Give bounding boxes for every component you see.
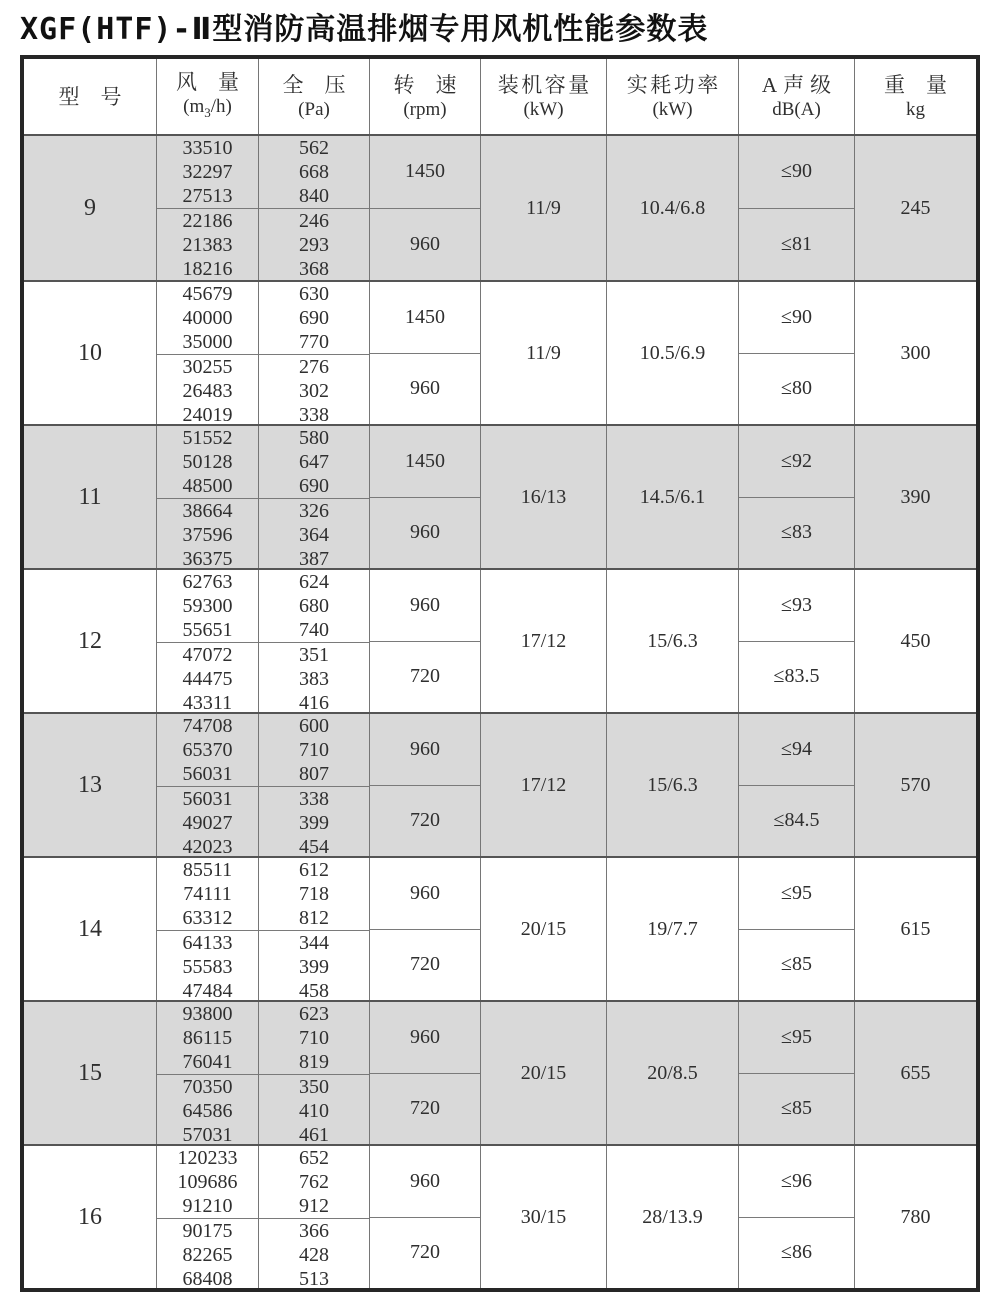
flow-value: 120233 <box>177 1147 238 1169</box>
model-block-13 <box>24 712 976 856</box>
pressure-group <box>259 1074 369 1147</box>
speed-column <box>369 858 480 1000</box>
flow-column <box>156 714 258 856</box>
flow-column <box>156 426 258 568</box>
model-block-11 <box>24 424 976 568</box>
power-cell: 19/7.7 <box>606 858 738 1000</box>
pressure-value: 668 <box>299 161 329 183</box>
pressure-column <box>258 1146 369 1288</box>
pressure-value: 718 <box>299 883 329 905</box>
pressure-value: 690 <box>299 475 329 497</box>
flow-group <box>157 208 258 281</box>
flow-group <box>157 714 258 786</box>
noise-cell: ≤95 <box>781 1025 812 1048</box>
pressure-value: 383 <box>299 668 329 690</box>
flow-value: 70350 <box>182 1076 233 1098</box>
header-label: A声级 <box>761 72 838 97</box>
pressure-value: 461 <box>299 1124 329 1146</box>
flow-group <box>157 1218 258 1291</box>
header-unit: (kW) <box>523 98 564 120</box>
weight-cell: 300 <box>854 282 976 424</box>
header-cell-model <box>24 59 156 134</box>
flow-value: 56031 <box>182 788 233 810</box>
speed-cell: 960 <box>410 593 440 616</box>
pressure-value: 690 <box>299 307 329 329</box>
pressure-value: 454 <box>299 836 329 858</box>
pressure-value: 302 <box>299 380 329 402</box>
model-cell: 13 <box>78 771 102 798</box>
flow-group <box>157 426 258 498</box>
flow-group <box>157 1074 258 1147</box>
pressure-value: 399 <box>299 812 329 834</box>
noise-column <box>738 858 854 1000</box>
flow-value: 76041 <box>182 1051 233 1073</box>
pressure-value: 246 <box>299 210 329 232</box>
model-cell: 10 <box>78 339 102 366</box>
header-cell-flow <box>156 59 258 134</box>
flow-column <box>156 136 258 280</box>
speed-column <box>369 570 480 712</box>
pressure-value: 612 <box>299 859 329 881</box>
flow-value: 32297 <box>182 161 233 183</box>
pressure-value: 338 <box>299 788 329 810</box>
flow-value: 48500 <box>182 475 233 497</box>
model-cell: 9 <box>84 194 96 221</box>
flow-value: 109686 <box>177 1171 238 1193</box>
noise-cell: ≤96 <box>781 1169 812 1192</box>
header-cell-speed <box>369 59 480 134</box>
flow-group <box>157 570 258 642</box>
flow-value: 51552 <box>182 427 233 449</box>
capacity-cell: 17/12 <box>480 570 606 712</box>
flow-value: 93800 <box>182 1003 233 1025</box>
flow-value: 90175 <box>182 1220 233 1242</box>
table-header-row <box>24 59 976 136</box>
flow-group <box>157 930 258 1003</box>
speed-column <box>369 1002 480 1144</box>
capacity-cell: 20/15 <box>480 858 606 1000</box>
flow-column <box>156 282 258 424</box>
speed-cell: 960 <box>370 497 480 569</box>
noise-column <box>738 136 854 280</box>
speed-cell: 720 <box>370 1073 480 1145</box>
noise-cell: ≤80 <box>739 353 854 425</box>
weight-cell: 245 <box>854 136 976 280</box>
header-label: 重量 <box>884 72 968 97</box>
pressure-value: 740 <box>299 619 329 641</box>
flow-value: 42023 <box>182 836 233 858</box>
header-unit: (kW) <box>652 98 693 120</box>
flow-value: 59300 <box>182 595 233 617</box>
noise-cell: ≤90 <box>781 305 812 328</box>
noise-column <box>738 1002 854 1144</box>
weight-cell: 390 <box>854 426 976 568</box>
speed-cell: 720 <box>370 641 480 713</box>
noise-column <box>738 570 854 712</box>
power-cell: 10.4/6.8 <box>606 136 738 280</box>
pressure-value: 387 <box>299 548 329 570</box>
capacity-cell: 30/15 <box>480 1146 606 1288</box>
flow-group <box>157 1002 258 1074</box>
capacity-cell: 20/15 <box>480 1002 606 1144</box>
pressure-group <box>259 642 369 715</box>
flow-value: 63312 <box>182 907 233 929</box>
capacity-cell: 16/13 <box>480 426 606 568</box>
flow-column <box>156 1002 258 1144</box>
flow-group <box>157 498 258 571</box>
pressure-value: 840 <box>299 185 329 207</box>
flow-value: 50128 <box>182 451 233 473</box>
flow-value: 74708 <box>182 715 233 737</box>
pressure-value: 344 <box>299 932 329 954</box>
header-label: 实耗功率 <box>626 72 721 97</box>
pressure-value: 350 <box>299 1076 329 1098</box>
speed-column <box>369 1146 480 1288</box>
flow-value: 36375 <box>182 548 233 570</box>
pressure-column <box>258 858 369 1000</box>
header-label: 型号 <box>58 84 143 109</box>
flow-value: 65370 <box>182 739 233 761</box>
flow-group <box>157 642 258 715</box>
speed-cell: 1450 <box>405 305 445 328</box>
flow-value: 55651 <box>182 619 233 641</box>
speed-cell: 960 <box>410 737 440 760</box>
speed-cell: 960 <box>410 1169 440 1192</box>
pressure-column <box>258 714 369 856</box>
header-unit: (Pa) <box>298 98 330 120</box>
pressure-group <box>259 426 369 498</box>
pressure-value: 416 <box>299 692 329 714</box>
flow-value: 43311 <box>182 692 233 714</box>
noise-cell: ≤85 <box>739 1073 854 1145</box>
power-cell: 10.5/6.9 <box>606 282 738 424</box>
pressure-group <box>259 498 369 571</box>
pressure-group <box>259 1002 369 1074</box>
header-unit: $(m_3/h)$ <box>183 95 232 120</box>
flow-group <box>157 282 258 354</box>
flow-value: 64133 <box>182 932 233 954</box>
model-block-16 <box>24 1144 976 1288</box>
page-title: XGF(HTF)-Ⅱ型消防高温排烟专用风机性能参数表 <box>20 12 709 47</box>
header-unit: dB(A) <box>772 98 821 120</box>
speed-cell: 1450 <box>405 160 445 183</box>
flow-value: 37596 <box>182 524 233 546</box>
noise-cell: ≤90 <box>781 160 812 183</box>
weight-cell: 615 <box>854 858 976 1000</box>
header-cell-noise <box>738 59 854 134</box>
capacity-cell: 11/9 <box>480 136 606 280</box>
pressure-value: 276 <box>299 356 329 378</box>
model-block-10 <box>24 280 976 424</box>
pressure-group <box>259 1146 369 1218</box>
noise-cell: ≤93 <box>781 593 812 616</box>
speed-cell: 720 <box>370 929 480 1001</box>
speed-cell: 960 <box>410 1025 440 1048</box>
power-cell: 15/6.3 <box>606 714 738 856</box>
flow-value: 68408 <box>182 1268 233 1290</box>
flow-value: 18216 <box>182 258 233 280</box>
capacity-cell: 11/9 <box>480 282 606 424</box>
pressure-column <box>258 570 369 712</box>
pressure-value: 770 <box>299 331 329 353</box>
header-unit: (rpm) <box>403 98 447 120</box>
pressure-value: 912 <box>299 1195 329 1217</box>
power-cell: 28/13.9 <box>606 1146 738 1288</box>
noise-cell: ≤86 <box>739 1217 854 1289</box>
pressure-value: 630 <box>299 283 329 305</box>
model-cell: 16 <box>78 1203 102 1230</box>
pressure-value: 819 <box>299 1051 329 1073</box>
flow-value: 24019 <box>182 404 233 426</box>
pressure-value: 580 <box>299 427 329 449</box>
flow-group <box>157 786 258 859</box>
noise-column <box>738 426 854 568</box>
pressure-value: 410 <box>299 1100 329 1122</box>
noise-cell: ≤94 <box>781 737 812 760</box>
pressure-value: 368 <box>299 258 329 280</box>
weight-cell: 450 <box>854 570 976 712</box>
speed-cell: 1450 <box>405 449 445 472</box>
model-cell: 15 <box>78 1059 102 1086</box>
pressure-value: 623 <box>299 1003 329 1025</box>
pressure-value: 293 <box>299 234 329 256</box>
pressure-group <box>259 570 369 642</box>
flow-column <box>156 858 258 1000</box>
pressure-column <box>258 426 369 568</box>
power-cell: 20/8.5 <box>606 1002 738 1144</box>
flow-value: 64586 <box>182 1100 233 1122</box>
pressure-value: 652 <box>299 1147 329 1169</box>
flow-value: 91210 <box>182 1195 233 1217</box>
pressure-column <box>258 136 369 280</box>
flow-value: 35000 <box>182 331 233 353</box>
flow-value: 47072 <box>182 644 233 666</box>
noise-cell: ≤83.5 <box>739 641 854 713</box>
pressure-column <box>258 1002 369 1144</box>
flow-value: 55583 <box>182 956 233 978</box>
weight-cell: 780 <box>854 1146 976 1288</box>
flow-group <box>157 354 258 427</box>
flow-group <box>157 858 258 930</box>
speed-cell: 960 <box>370 208 480 281</box>
flow-value: 26483 <box>182 380 233 402</box>
flow-value: 21383 <box>182 234 233 256</box>
noise-cell: ≤95 <box>781 881 812 904</box>
pressure-value: 710 <box>299 1027 329 1049</box>
flow-column <box>156 1146 258 1288</box>
power-cell: 14.5/6.1 <box>606 426 738 568</box>
flow-value: 74111 <box>183 883 232 905</box>
header-cell-pressure <box>258 59 369 134</box>
pressure-value: 562 <box>299 137 329 159</box>
fan-parameters-table <box>20 55 980 1292</box>
pressure-value: 351 <box>299 644 329 666</box>
pressure-group <box>259 714 369 786</box>
noise-column <box>738 282 854 424</box>
noise-cell: ≤85 <box>739 929 854 1001</box>
flow-value: 30255 <box>182 356 233 378</box>
pressure-value: 399 <box>299 956 329 978</box>
pressure-group <box>259 208 369 281</box>
pressure-group <box>259 136 369 208</box>
model-cell: 11 <box>78 483 102 510</box>
speed-column <box>369 282 480 424</box>
subscript-3: 3 <box>204 104 211 120</box>
capacity-cell: 17/12 <box>480 714 606 856</box>
model-cell: 12 <box>78 627 102 654</box>
table-body <box>24 136 976 1288</box>
speed-column <box>369 714 480 856</box>
flow-value: 22186 <box>182 210 233 232</box>
pressure-value: 366 <box>299 1220 329 1242</box>
flow-value: 62763 <box>182 571 233 593</box>
noise-column <box>738 1146 854 1288</box>
speed-column <box>369 136 480 280</box>
pressure-value: 710 <box>299 739 329 761</box>
pressure-value: 513 <box>299 1268 329 1290</box>
header-label: 转速 <box>393 72 478 97</box>
flow-value: 45679 <box>182 283 233 305</box>
flow-value: 57031 <box>182 1124 233 1146</box>
pressure-group <box>259 858 369 930</box>
pressure-value: 762 <box>299 1171 329 1193</box>
pressure-value: 807 <box>299 763 329 785</box>
noise-cell: ≤83 <box>739 497 854 569</box>
noise-cell: ≤92 <box>781 449 812 472</box>
pressure-group <box>259 786 369 859</box>
flow-value: 85511 <box>182 859 233 881</box>
pressure-value: 364 <box>299 524 329 546</box>
pressure-value: 326 <box>299 500 329 522</box>
pressure-group <box>259 1218 369 1291</box>
flow-value: 44475 <box>182 668 233 690</box>
flow-group <box>157 1146 258 1218</box>
pressure-value: 647 <box>299 451 329 473</box>
pressure-group <box>259 354 369 427</box>
flow-value: 40000 <box>182 307 233 329</box>
pressure-value: 428 <box>299 1244 329 1266</box>
speed-cell: 960 <box>370 353 480 425</box>
speed-column <box>369 426 480 568</box>
header-label: 风量 <box>176 69 260 94</box>
model-block-14 <box>24 856 976 1000</box>
flow-value: 49027 <box>182 812 233 834</box>
speed-cell: 720 <box>370 785 480 857</box>
header-label: 装机容量 <box>497 72 592 97</box>
header-label: 全压 <box>282 72 367 97</box>
model-block-12 <box>24 568 976 712</box>
pressure-value: 458 <box>299 980 329 1002</box>
pressure-value: 680 <box>299 595 329 617</box>
speed-cell: 720 <box>370 1217 480 1289</box>
pressure-group <box>259 282 369 354</box>
noise-column <box>738 714 854 856</box>
flow-value: 47484 <box>182 980 233 1002</box>
pressure-value: 600 <box>299 715 329 737</box>
noise-cell: ≤81 <box>739 208 854 281</box>
pressure-value: 812 <box>299 907 329 929</box>
header-cell-capacity <box>480 59 606 134</box>
model-block-9 <box>24 136 976 280</box>
flow-value: 33510 <box>182 137 233 159</box>
weight-cell: 655 <box>854 1002 976 1144</box>
flow-value: 82265 <box>182 1244 233 1266</box>
flow-value: 27513 <box>182 185 233 207</box>
model-block-15 <box>24 1000 976 1144</box>
header-cell-power <box>606 59 738 134</box>
flow-value: 86115 <box>182 1027 233 1049</box>
flow-value: 38664 <box>182 500 233 522</box>
pressure-column <box>258 282 369 424</box>
pressure-value: 338 <box>299 404 329 426</box>
noise-cell: ≤84.5 <box>739 785 854 857</box>
header-cell-weight <box>854 59 976 134</box>
weight-cell: 570 <box>854 714 976 856</box>
model-cell: 14 <box>78 915 102 942</box>
flow-group <box>157 136 258 208</box>
header-unit: kg <box>906 98 925 120</box>
speed-cell: 960 <box>410 881 440 904</box>
flow-value: 56031 <box>182 763 233 785</box>
power-cell: 15/6.3 <box>606 570 738 712</box>
pressure-group <box>259 930 369 1003</box>
pressure-value: 624 <box>299 571 329 593</box>
flow-column <box>156 570 258 712</box>
